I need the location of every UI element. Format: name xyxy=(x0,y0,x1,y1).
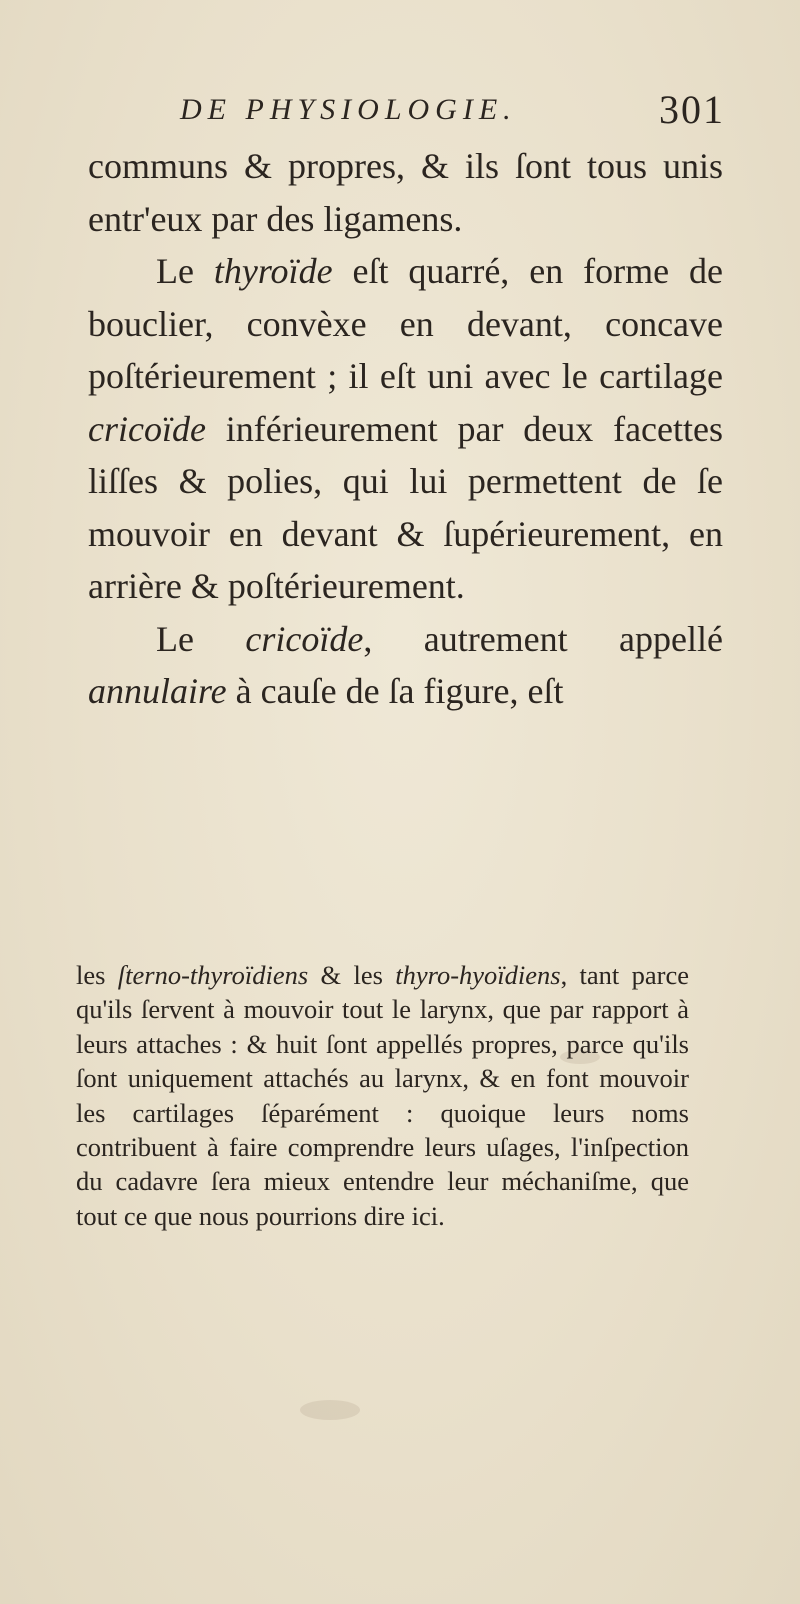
footnote-text xyxy=(76,958,689,1233)
italic-term: ſterno-thyroïdiens xyxy=(117,960,309,990)
text-run: , autrement appellé xyxy=(363,618,723,659)
running-head-title: DE PHYSIOLOGIE. xyxy=(180,93,517,126)
paragraph-text: communs & propres, & ils ſont tous unis entr'eux par des ligamens. xyxy=(88,146,723,239)
text-run: eſt quarré, en forme de bouclier, convèxe en devant, concave poſtérieurement ; il eſt uni avec le cartilage xyxy=(88,251,723,396)
page-number: 301 xyxy=(659,87,725,132)
running-head xyxy=(180,80,725,140)
paragraph-thyroide xyxy=(88,245,723,613)
italic-term: annulaire xyxy=(88,671,227,711)
italic-term: thyroïde xyxy=(213,251,333,291)
footnote xyxy=(76,958,689,1233)
paragraph-cricoide xyxy=(88,613,723,718)
text-run: à cauſe de ſa figure, eſt xyxy=(226,671,564,711)
text-run: Le xyxy=(156,618,246,659)
text-run: les xyxy=(76,960,118,990)
main-text xyxy=(88,140,723,718)
italic-term: cricoïde xyxy=(88,408,206,449)
text-run: , tant parce qu'ils ſervent à mouvoir tout le larynx, que par rapport à leurs attaches : & huit ſont appellés propres, parce qu'ils ſont uniquement attachés au larynx, & en font mouvoir les cartilages ſéparément : quoique leurs noms contribuent à faire comprendre leurs uſages, l'inſpection du cadavre ſera mieux entendre leur méchaniſme, que tout ce que nous pourrions dire ici. xyxy=(76,960,689,1231)
text-run: Le xyxy=(156,251,214,291)
italic-term: cricoïde xyxy=(245,618,364,659)
paragraph-continued xyxy=(88,140,723,245)
italic-term: thyro-hyoïdiens xyxy=(395,960,561,990)
paper-stain xyxy=(300,1400,360,1420)
text-run: inférieurement par deux facettes liſſes & polies, qui lui permettent de ſe mouvoir en devant & ſupérieurement, en arrière & poſtérieurement. xyxy=(88,408,723,606)
text-run: & les xyxy=(308,960,396,990)
